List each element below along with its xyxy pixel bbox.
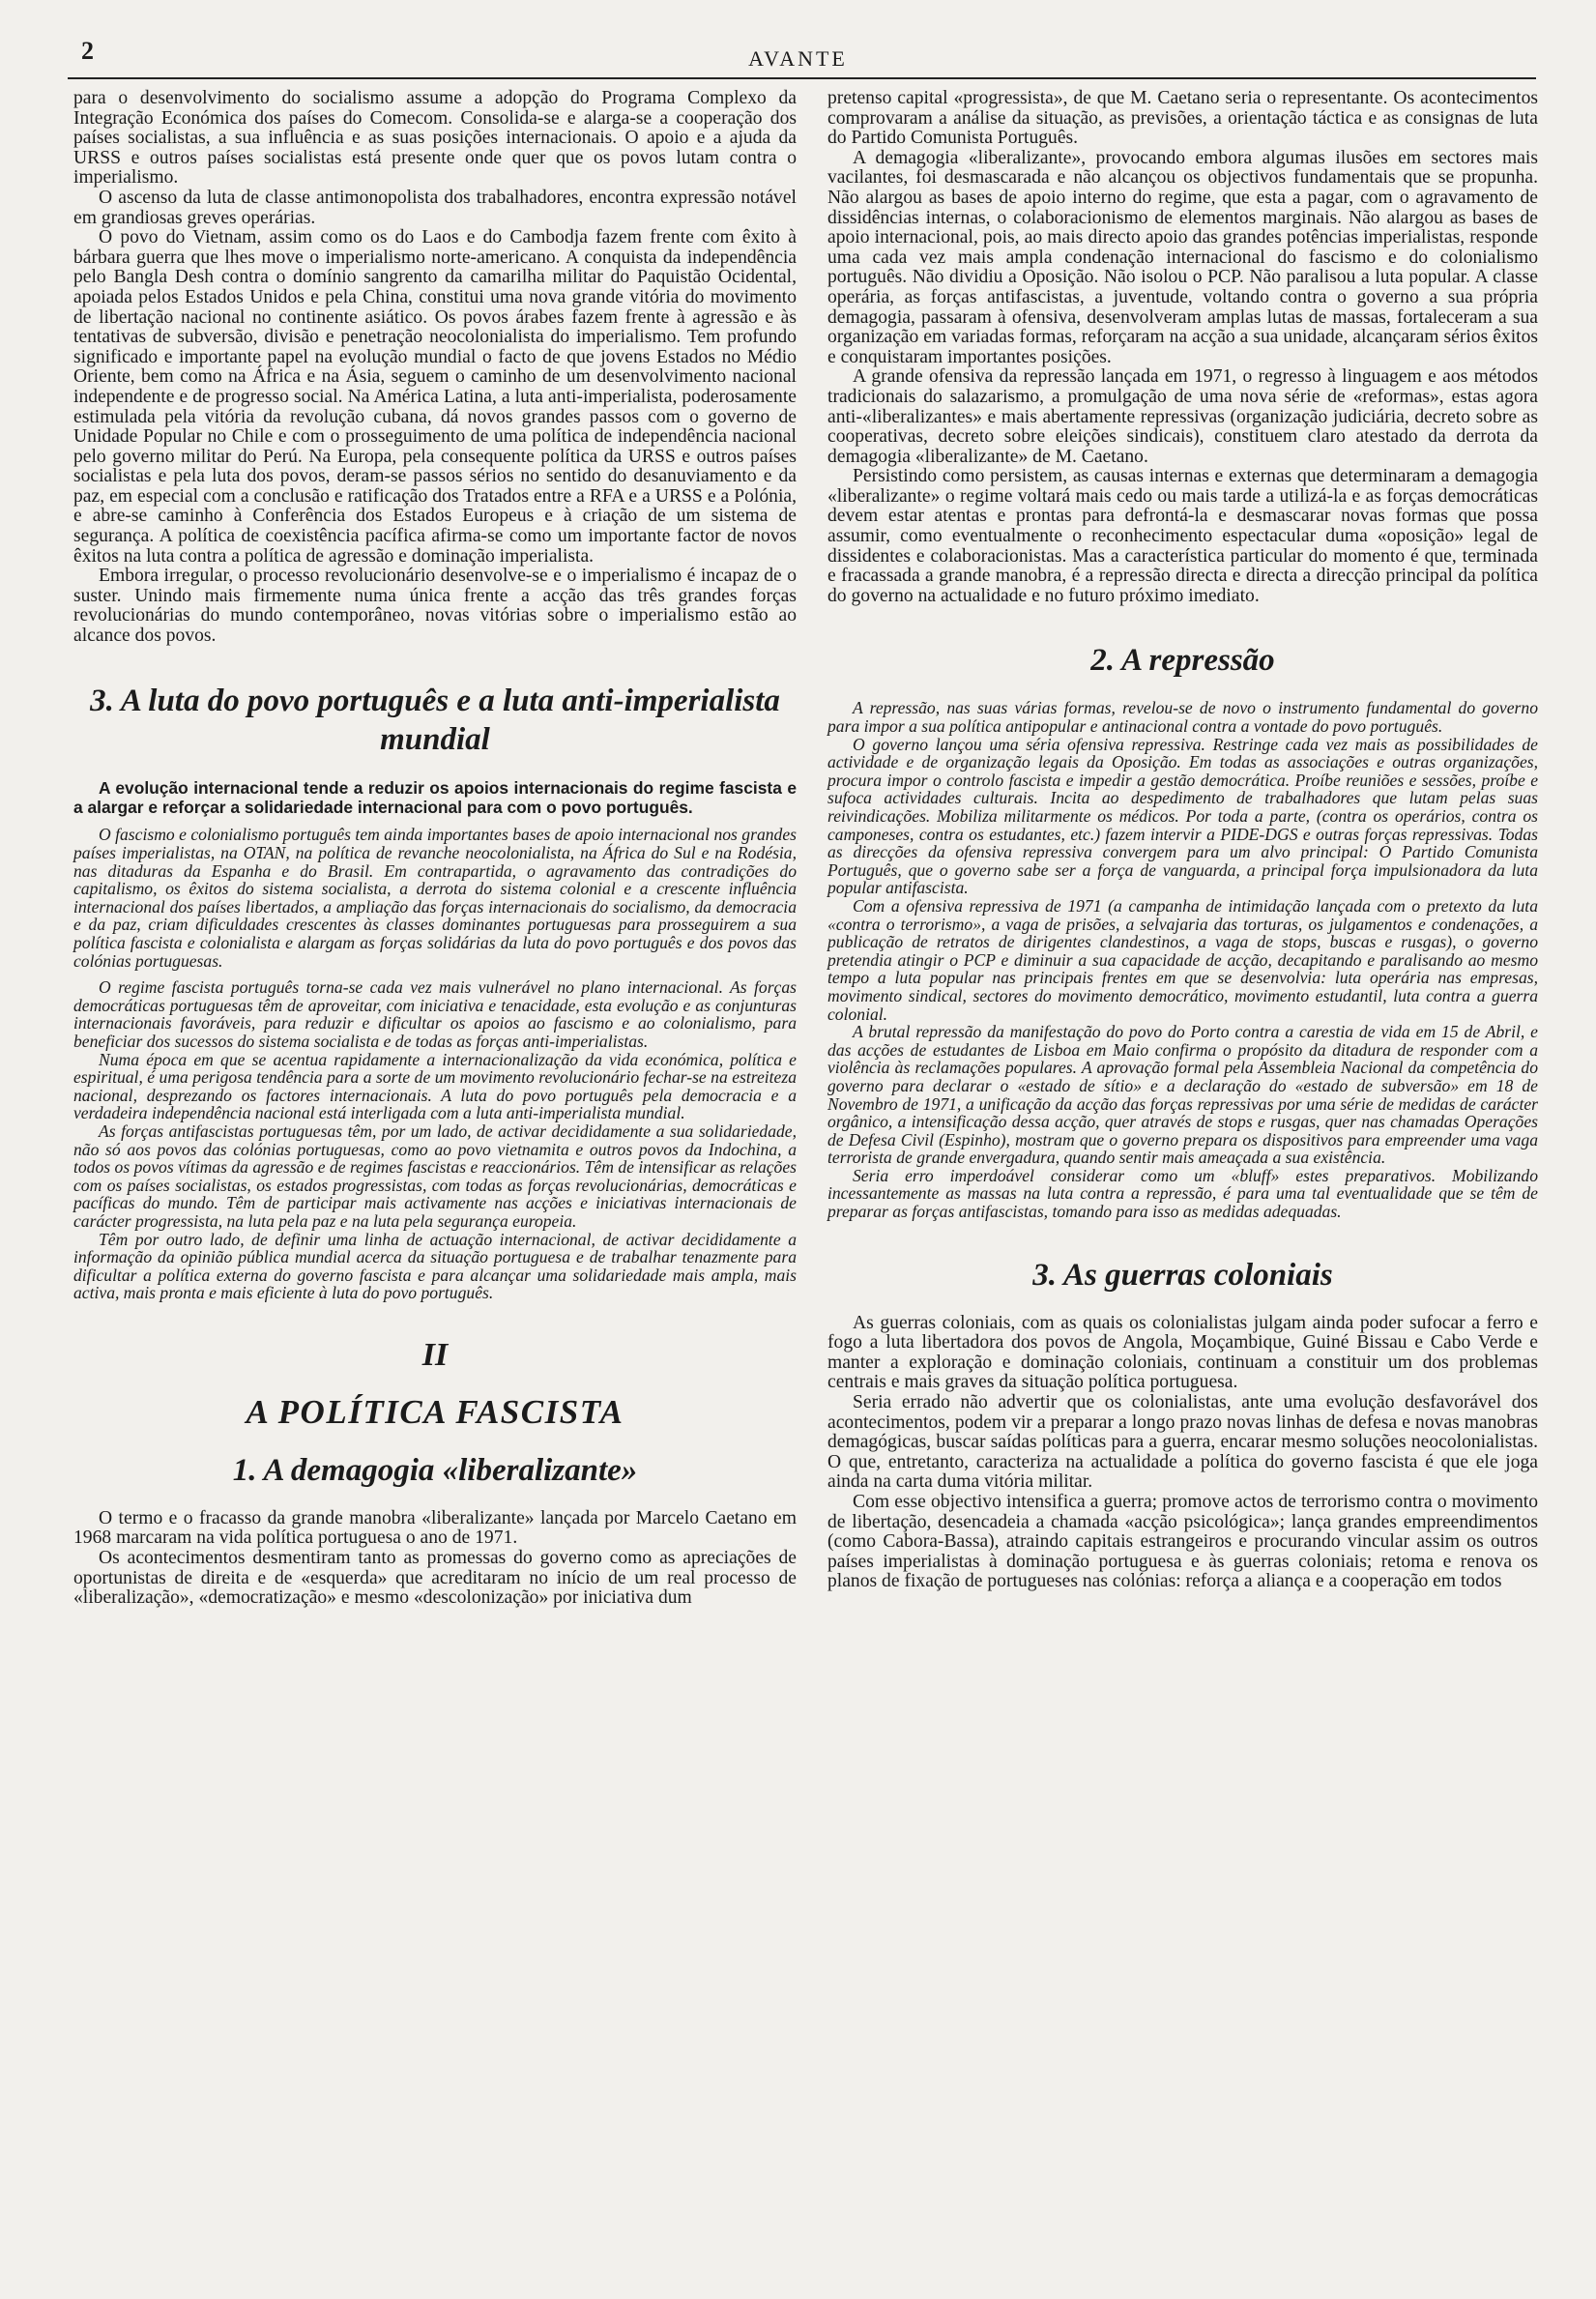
paragraph: pretenso capital «progressista», de que M. Caetano seria o representante. Os acontecimentos comprovaram a análise da situação, as previsões, a orientação táctica e as consignas de luta do Partido Comunista Português. [827,88,1538,149]
paragraph: Numa época em que se acentua rapidamente a internacionalização da vida económica, política e espiritual, é uma perigosa tendência para a sorte de um movimento revolucionário fechar-se na estreiteza nacional, desprezando os factores internacionais. A luta do povo português pela democracia e a verdadeira independência nacional está interligada com a luta anti-imperialista mundial. [73,1049,797,1123]
right-column [827,89,1538,1592]
lead-paragraph: A evolução internacional tende a reduzir os apoios internacionais do regime fascista e a alargar e reforçar a solidariedade internacional para com o povo português. [73,777,797,818]
page-number: 2 [81,37,94,65]
paragraph: Seria erro imperdoável considerar como um «bluff» estes preparativos. Mobilizando incessantemente as massas na luta contra a repressão, é para uma tal eventualidade que se têm de preparar as forças antifascistas, tomando para isso as medidas adequadas. [827,1165,1538,1222]
paragraph: Embora irregular, o processo revolucionário desenvolve-se e o imperialismo é incapaz de o suster. Unindo mais firmemente numa única frente a acção das três grandes forças revolucionárias do mundo contemporâneo, novas vitórias sobre o imperialismo estão ao alcance dos povos. [73,566,797,647]
part-title: A POLÍTICA FASCISTA [246,1392,624,1431]
paragraph: O ascenso da luta de classe antimonopolista dos trabalhadores, encontra expressão notável em grandiosas greves operárias. [73,187,797,228]
masthead: AVANTE [748,46,848,71]
paragraph: A demagogia «liberalizante», provocando embora algumas ilusões em sectores mais vacilantes, foi desmascarada e não alcançou os objectivos fundamentais que se propunha. Não alargou as bases de apoio interno do regime, que esta a pagar, com o agravamento de dissidências internas, o colaboracionismo de elementos marginais. Não alargou as bases de apoio internacional, pois, ao mais directo apoio das grandes potências imperialistas, responde uma cada vez mais ampla condenação internacional do fascismo e do colonialismo português. Não dividiu a Oposição. Não isolou o PCP. Não paralisou a luta popular. A classe operária, as forças antifascistas, a juventude, voltando contra o governo a sua própria demagogia, passaram à ofensiva, desenvolveram amplas lutas de massas, fortaleceram a sua organização em variadas formas, reforçaram na acção a sua unidade, alcançaram sérios êxitos e conquistaram importantes posições. [827,147,1538,367]
paragraph: A brutal repressão da manifestação do povo do Porto contra a carestia de vida em 15 de Abril, e das acções de estudantes de Lisboa em Maio confirma o propósito da ditadura de responder com a violência às reclamações populares. A aprovação formal pela Assembleia Nacional da competência do governo para declarar o «estado de sítio» e a declaração do «estado de subversão» em 18 de Novembro de 1971, a unificação da acção das forças repressivas por uma série de medidas de carácter orgânico, a intensificação dessa acção, quer através de stops e rusgas, quer nas chamadas Operações de Defesa Civil (Espinho), mostram que o governo prepara os dispositivos para empreender uma vaga terrorista de grande envergadura, quando sentir mais ameaçada a sua existência. [827,1022,1538,1168]
paragraph: para o desenvolvimento do socialismo assume a adopção do Programa Complexo da Integração Económica dos países do Comecom. Consolida-se e alarga-se a cooperação dos países socialistas, a sua influência e as suas posições internacionais. O apoio e a ajuda da URSS e outros países socialistas está presente onde quer que os povos lutam contra o imperialismo. [73,88,797,189]
paragraph: As forças antifascistas portuguesas têm, por um lado, de activar decididamente a sua solidariedade, não só aos povos das colónias portuguesas, como ao povo vietnamita e outros povos da Indochina, a todos os povos vítimas da agressão e de regimes fascistas e reaccionários. Têm de intensificar as relações com os países socialistas, os estados progressistas, com todas as forças revolucionárias, democráticas e pacíficas do mundo. Têm de participar mais activamente nas acções e iniciativas internacionais de carácter progressista, na luta pela paz e na luta pela segurança europeia. [73,1120,797,1231]
paragraph: As guerras coloniais, com as quais os colonialistas julgam ainda poder sufocar a ferro e fogo a luta libertadora dos povos de Angola, Moçambique, Guiné Bissau e Cabo Verde e manter a exploração e dominação coloniais, continuam a constituir um dos problemas centrais e mais graves da situação política portuguesa. [827,1312,1538,1393]
paragraph: O regime fascista português torna-se cada vez mais vulnerável no plano internacional. As forças democráticas portuguesas têm de aproveitar, com iniciativa e tenacidade, esta evolução e as conjunturas internacionais favoráveis, para reduzir e dificultar os apoios ao fascismo e ao colonialismo, para beneficiar dos sucessos do sistema socialista e de todas as forças anti-imperialistas. [73,977,797,1051]
left-column [73,89,797,1609]
paragraph: A repressão, nas suas várias formas, revelou-se de novo o instrumento fundamental do governo para impor a sua política antipopular e antinacional contra a vontade do povo português. [827,698,1538,737]
paragraph: Têm por outro lado, de definir uma linha de actuação internacional, de activar decididamente a informação da opinião pública mundial acerca da situação portuguesa e de trabalhar tenazmente para dificultar a política externa do governo fascista e para alcançar uma solidariedade mais ampla, mais activa, mais pronta e mais eficiente à luta do povo português. [73,1229,797,1303]
paragraph: O fascismo e colonialismo português tem ainda importantes bases de apoio internacional nos grandes países imperialistas, na OTAN, na política de revanche neocolonialista, na África do Sul e na Rodésia, nas ditaduras da Espanha e do Brasil. Em contrapartida, o agravamento das contradições do capitalismo, os êxitos do sistema socialista, a derrota do sistema colonial e a crescente influência internacional dos países libertados, a ampliação das forças internacionais do socialismo, da democracia e da paz, criam dificuldades crescentes às classes dominantes portuguesas para prosseguirem a sua política fascista e colonialista e alargam as forças solidárias da luta do povo português e dos povos das colónias portuguesas. [73,825,797,971]
part-number: II [421,1336,449,1373]
paragraph: O governo lançou uma séria ofensiva repressiva. Restringe cada vez mais as possibilidades de actividade e de organização legais da Oposição. Em todas as associações e outras organizações, procura impor o controlo fascista e impedir a gestão democrática. Proíbe reuniões e sessões, proíbe e sufoca actividades culturais. Incita ao despedimento de trabalhadores que lutam pelas suas reivindicações. Mobiliza militarmente os médicos. Por toda a parte, (contra os operários, contra os camponeses, contra os estudantes, etc.) fazem intervir a PIDE-DGS e outras forças repressivas. Todas as direcções da ofensiva repressiva convergem para um alvo principal: O Partido Comunista Português, que o governo sabe ser a força de vanguarda, a principal força impulsionadora da luta popular antifascista. [827,734,1538,898]
section-title: 1. A demagogia «liberalizante» [232,1452,638,1488]
section-title: 3. As guerras coloniais [1032,1257,1333,1293]
paragraph: Os acontecimentos desmentiram tanto as promessas do governo como as apreciações de oportunistas de direita e de «esquerda» que acreditaram no início de um real processo de «liberalização», «democratização» e mesmo «descolonização» por iniciativa dum [73,1548,797,1609]
paragraph: Persistindo como persistem, as causas internas e externas que determinaram a demagogia «liberalizante» o regime voltará mais cedo ou mais tarde a utilizá-la e as forças democráticas devem estar atentas e prontas para defrontá-la e desmascarar novas formas que possa assumir, como eventualmente o reconhecimento espectacular duma «oposição» legal de dissidentes e colaboracionistas. Mas a característica particular do momento é que, terminada e fracassada a grande manobra, é a repressão directa e directa a direcção principal da política do governo na actualidade e no futuro próximo imediato. [827,466,1538,606]
header-rule [68,77,1536,79]
paragraph: O termo e o fracasso da grande manobra «liberalizante» lançada por Marcelo Caetano em 1968 marcaram na vida política portuguesa o ano de 1971. [73,1507,797,1549]
paragraph: A grande ofensiva da repressão lançada em 1971, o regresso à linguagem e aos métodos tradicionais do salazarismo, a promulgação de uma nova série de «reformas», estas agora anti-«liberalizantes» e mais abertamente repressivas (organização judiciária, decreto sobre as cooperativas, decreto sobre eleições sindicais), constituem claro atestado da derrota da demagogia «liberalizante» de M. Caetano. [827,366,1538,467]
paragraph: O povo do Vietnam, assim como os do Laos e do Cambodja fazem frente com êxito à bárbara guerra que lhes move o imperialismo norte-americano. A conquista da independência pelo Bangla Desh contra o domínio sangrento da camarilha militar do Paquistão Ocidental, apoiada pelos Estados Unidos e pela China, constitui uma nova grande vitória do movimento de libertação nacional no continente asiático. Os povos árabes fazem frente à agressão e às tentativas de subversão, divisão e penetração neocolonialista do imperialismo. Tem profundo significado e importante papel na evolução mundial o facto de que jovens Estados no Médio Oriente, bem como na África e na Ásia, seguem o caminho de um desenvolvimento nacional independente e de progresso social. Na América Latina, a luta anti-imperialista, poderosamente estimulada pela vitória da revolução cubana, dá novos grandes passos com o governo de Unidade Popular no Chile e com o prosseguimento de uma política de independência nacional pelo governo militar do Perú. Na Europa, pela consequente política da URSS e outros países socialistas e pela luta dos povos, deram-se passos sérios no sentido do desanuviamento e da paz, em especial com a conclusão e ratificação dos Tratados entre a RFA e a URSS e a Polónia, e abre-se caminho à Conferência dos Estados Europeus e à criação de um sistema de segurança. A política de coexistência pacífica afirma-se como um importante factor de novos êxitos na luta contra a política de agressão e dominação imperialista. [73,227,797,567]
section-title: 3. A luta do povo português e a luta anti-imperialista mundial [90,683,780,757]
paragraph: Seria errado não advertir que os colonialistas, ante uma evolução desfavorável dos acontecimentos, podem vir a preparar a longo prazo novas linhas de defesa e novas manobras demagógicas, buscar saídas políticas para a guerra, encarar mesmo soluções neocolonialistas. O que, entretanto, caracteriza na actualidade a política do governo fascista é que ele joga ainda na carta duma vitória militar. [827,1392,1538,1493]
paragraph: Com esse objectivo intensifica a guerra; promove actos de terrorismo contra o movimento de libertação, desencadeia a chamada «acção psicológica»; lança grandes empreendimentos (como Cabora-Bassa), atraindo capitais estrangeiros e procurando vincular assim os outros países imperialistas à dominação portuguesa e às guerras coloniais; retoma e renova os planos de fixação de portugueses nas colónias: reforça a aliança e a cooperação em todos [827,1492,1538,1592]
paragraph: Com a ofensiva repressiva de 1971 (a campanha de intimidação lançada com o pretexto da luta «contra o terrorismo», a vaga de prisões, a selvajaria das torturas, os julgamentos e condenações, a publicação de retratos de dirigentes clandestinos, a vaga de stops, buscas e rusgas), o governo pretendia atingir o PCP e diminuir a sua capacidade de acção, decapitando e paralisando ao mesmo tempo a luta popular nas principais frentes em que se desenvolvia: luta operária nas empresas, movimento sindical, sectores do movimento democrático, movimento estudantil, luta contra a guerra colonial. [827,895,1538,1024]
section-title: 2. A repressão [1090,643,1275,679]
